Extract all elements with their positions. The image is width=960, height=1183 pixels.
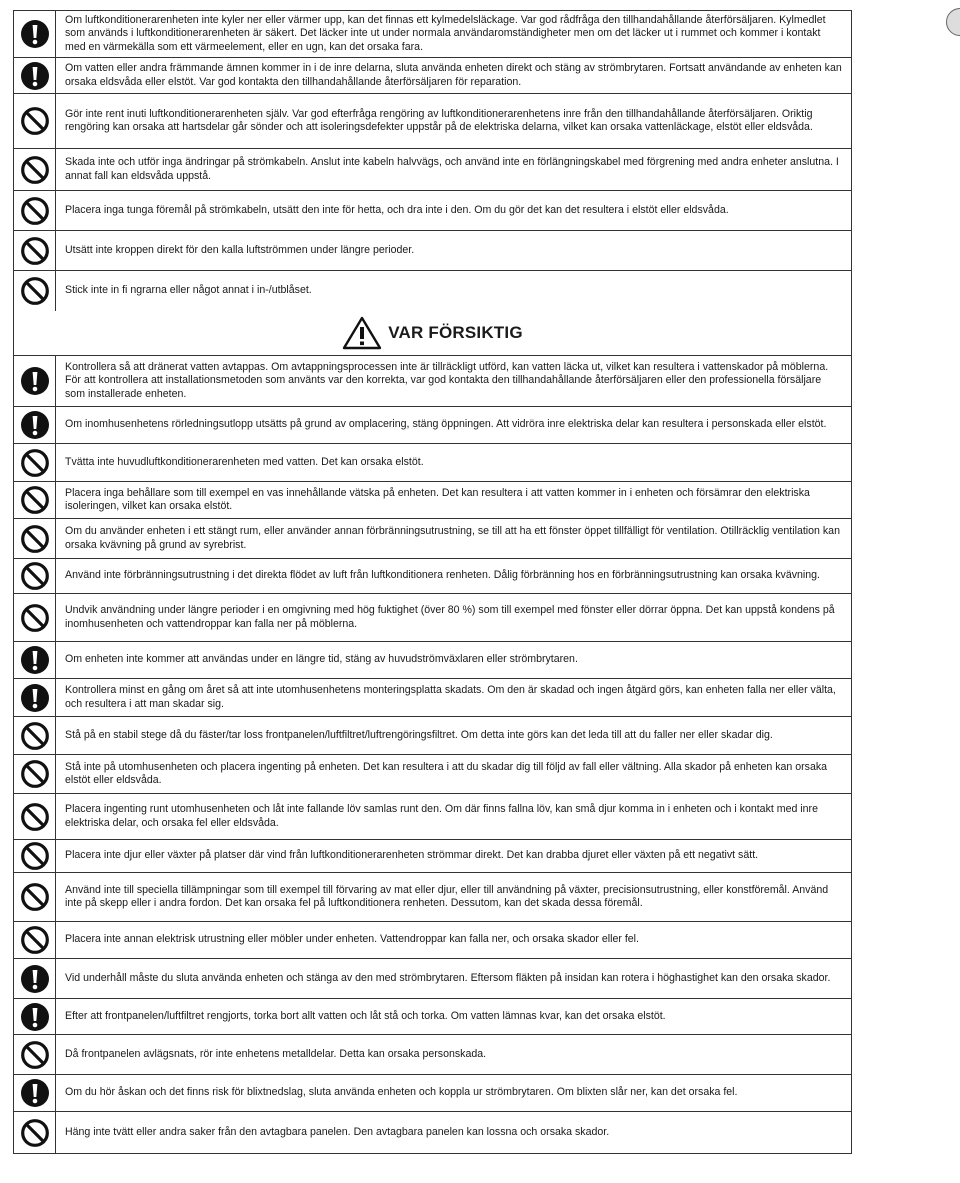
instruction-row (14, 271, 851, 311)
instruction-row (14, 594, 851, 642)
instruction-text: Gör inte rent inuti luftkonditionerarenheten själv. Var god efterfråga rengöring av luftkonditionerarenhetens inre från den tillhandahållande återförsäljaren. Oriktig rengöring kan orsaka att hartsdelar går sönder och att isoleringsdefekter uppstår på de elektriska delarna, vilket kan orsaka vattenläckage, elstöt eller eldsvåda. (65, 107, 813, 133)
instruction-text: Använd inte till speciella tillämpningar som till exempel till förvaring av mat eller djur, eller till användning på växter, precisionsutrustning, eller konstföremål. Använd inte på skepp eller i andra fordon. Det kan orsaka fel på luftkonditionera renheten. Dessutom, kan det skada dessa föremål. (65, 883, 829, 909)
instruction-text: Då frontpanelen avlägsnats, rör inte enhetens metalldelar. Detta kan orsaka personskada. (65, 1047, 487, 1060)
mandatory-action-icon (14, 11, 56, 57)
prohibited-icon (14, 444, 56, 481)
instruction-text: Om vatten eller andra främmande ämnen kommer in i de inre delarna, sluta använda enheten direkt och stäng av strömbrytaren. Fortsatt användande av enheten kan orsaka eldsvåda eller elstöt. Var god kontakta den tillhandahållande återförsäljaren för reparation. (65, 62, 842, 88)
instruction-text: Stick inte in fi ngrarna eller något annat i in-/utblåset. (65, 284, 312, 297)
mandatory-action-icon (14, 407, 56, 443)
instruction-row (14, 149, 851, 191)
instruction-text: Om du hör åskan och det finns risk för blixtnedslag, sluta använda enheten och koppla ur strömbrytaren. Om blixten slår ner, kan det orsaka fel. (65, 1086, 738, 1099)
prohibited-icon (14, 191, 56, 230)
instruction-row (14, 482, 851, 519)
instruction-text: Placera ingenting runt utomhusenheten och låt inte fallande löv samlas runt den. Om där finns fallna löv, kan små djur komma in i enheten och i kontakt med inre elektriska delar, och orsaka fel eller eldsvåda. (65, 803, 818, 829)
instruction-row (14, 191, 851, 231)
instruction-row (14, 231, 851, 271)
warning-triangle-icon (342, 316, 382, 350)
instruction-row (14, 519, 851, 559)
instruction-row (14, 840, 851, 873)
mandatory-action-icon (14, 356, 56, 406)
prohibited-icon (14, 1112, 56, 1153)
instruction-row (14, 922, 851, 959)
instruction-row (14, 873, 851, 922)
safety-instructions-table (13, 10, 852, 1154)
prohibited-icon (14, 1035, 56, 1074)
instruction-text: Om du använder enheten i ett stängt rum, eller använder annan förbränningsutrustning, se till att ha ett fönster öppet tillfälligt för ventilation. Otillräcklig ventilation kan orsaka kvävning på grund av syrebrist. (65, 525, 840, 551)
instruction-row (14, 717, 851, 755)
instruction-text: Stå inte på utomhusenheten och placera ingenting på enheten. Det kan resultera i att du skadar dig till följd av fall eller vältning. Alla skador på enheten kan orsaka elstöt eller eldsvåda. (65, 760, 828, 786)
prohibited-icon (14, 873, 56, 921)
prohibited-icon (14, 717, 56, 754)
instruction-text: Placera inte annan elektrisk utrustning eller möbler under enheten. Vattendroppar kan falla ner, och orsaka skador eller fel. (65, 933, 639, 946)
instruction-row (14, 642, 851, 679)
instruction-text: Använd inte förbränningsutrustning i det direkta flödet av luft från luftkonditionera renheten. Dålig förbränning hos en förbränningsutrustning kan orsaka kvävning. (65, 569, 820, 582)
mandatory-action-icon (14, 1075, 56, 1111)
instruction-text: Undvik användning under längre perioder i en omgivning med hög fuktighet (över 80 %) som till exempel med fönster eller dörrar öppna. Det kan uppstå kondens på inomhusenheten och vattendroppar kan falla ner på möblerna. (65, 604, 835, 630)
caution-rows (14, 356, 851, 1153)
prohibited-icon (14, 755, 56, 793)
prohibited-icon (14, 519, 56, 558)
mandatory-action-icon (14, 999, 56, 1034)
prohibited-icon (14, 94, 56, 148)
prohibited-icon (14, 559, 56, 593)
instruction-row (14, 444, 851, 482)
instruction-text: Kontrollera så att dränerat vatten avtappas. Om avtappningsprocessen inte är tillräckligt utförd, kan vatten läcka ut, vilket kan resultera i vattenskador på möblerna. För att kontrollera att installationsmetoden som använts var den korrekta, var god kontakta den tillhandahållande återförsäljaren eller den professionella försäljare som installerade enheten. (65, 360, 829, 400)
prohibited-icon (14, 840, 56, 872)
instruction-row (14, 1035, 851, 1075)
prohibited-icon (14, 231, 56, 270)
prohibited-icon (14, 922, 56, 958)
instruction-row (14, 794, 851, 840)
instruction-row (14, 1075, 851, 1112)
instruction-text: Placera inga tunga föremål på strömkabeln, utsätt den inte för hetta, och dra inte i den. Om du gör det kan det resultera i elstöt eller eldsvåda. (65, 203, 729, 216)
instruction-text: Om enheten inte kommer att användas under en längre tid, stäng av huvudströmväxlaren eller strömbrytaren. (65, 653, 578, 666)
prohibited-icon (14, 149, 56, 190)
instruction-row (14, 1112, 851, 1153)
instruction-row (14, 559, 851, 594)
page-tab-marker (946, 8, 960, 36)
instruction-text: Stå på en stabil stege då du fäster/tar loss frontpanelen/luftfiltret/luftrengöringsfiltret. Om detta inte görs kan det leda till att du faller ner eller skadar dig. (65, 728, 773, 741)
caution-title: VAR FÖRSIKTIG (388, 323, 523, 342)
prohibited-icon (14, 594, 56, 641)
instruction-text: Placera inga behållare som till exempel en vas innehållande vätska på enheten. Det kan resultera i att vatten kommer in i enheten och försämrar den elektriska isoleringen, vilket kan orsaka elstöt. (65, 486, 810, 512)
instruction-text: Efter att frontpanelen/luftfiltret rengjorts, torka bort allt vatten och låt stå och torka. Om vatten lämnas kvar, kan det orsaka elstöt. (65, 1009, 666, 1022)
instruction-row (14, 58, 851, 94)
instruction-text: Om inomhusenhetens rörledningsutlopp utsätts på grund av omplacering, stäng öppningen. Att vidröra inre elektriska delar kan resultera i personskada eller elstöt. (65, 418, 827, 431)
warning-rows (14, 11, 851, 311)
caution-header (14, 311, 851, 356)
instruction-row (14, 679, 851, 717)
mandatory-action-icon (14, 642, 56, 678)
instruction-row (14, 356, 851, 407)
instruction-text: Vid underhåll måste du sluta använda enheten och stänga av den med strömbrytaren. Eftersom fläkten på insidan kan rotera i höghastighet kan den orsaka skador. (65, 971, 831, 984)
instruction-row (14, 94, 851, 149)
instruction-text: Skada inte och utför inga ändringar på strömkabeln. Anslut inte kabeln halvvägs, och använd inte en förlängningskabel med förgrening med andra enheter anslutna. I annat fall kan eldsvåda uppstå. (65, 156, 839, 182)
instruction-text: Om luftkonditionerarenheten inte kyler ner eller värmer upp, kan det finnas ett kylmedelsläckage. Var god rådfråga den tillhandahållande återförsäljaren. Kylmedlet som används i luftkonditionerarenheten är säkert. Det läcker inte ut under normala användaromständigheter men om det läcker ut i rummet och kommer i kontakt med en värmekälla som ett värmeelement, eller en ugn, kan det orsaka fara. (65, 13, 826, 53)
instruction-row (14, 11, 851, 58)
instruction-text: Placera inte djur eller växter på platser där vind från luftkonditionerarenheten strömmar direkt. Det kan drabba djuret eller växten på ett negativt sätt. (65, 849, 759, 862)
instruction-text: Tvätta inte huvudluftkonditionerarenheten med vatten. Det kan orsaka elstöt. (65, 455, 424, 468)
prohibited-icon (14, 271, 56, 311)
instruction-text: Kontrollera minst en gång om året så att inte utomhusenhetens monteringsplatta skadats. Om den är skadad och ingen åtgärd görs, kan enheten falla ner eller välta, och resultera i att man skadar sig. (65, 684, 836, 710)
instruction-row (14, 755, 851, 794)
instruction-text: Utsätt inte kroppen direkt för den kalla luftströmmen under längre perioder. (65, 243, 415, 256)
mandatory-action-icon (14, 959, 56, 998)
mandatory-action-icon (14, 58, 56, 93)
instruction-text: Häng inte tvätt eller andra saker från den avtagbara panelen. Den avtagbara panelen kan lossna och orsaka skador. (65, 1125, 610, 1138)
instruction-row (14, 407, 851, 444)
mandatory-action-icon (14, 679, 56, 716)
instruction-row (14, 999, 851, 1035)
prohibited-icon (14, 794, 56, 839)
prohibited-icon (14, 482, 56, 518)
instruction-row (14, 959, 851, 999)
